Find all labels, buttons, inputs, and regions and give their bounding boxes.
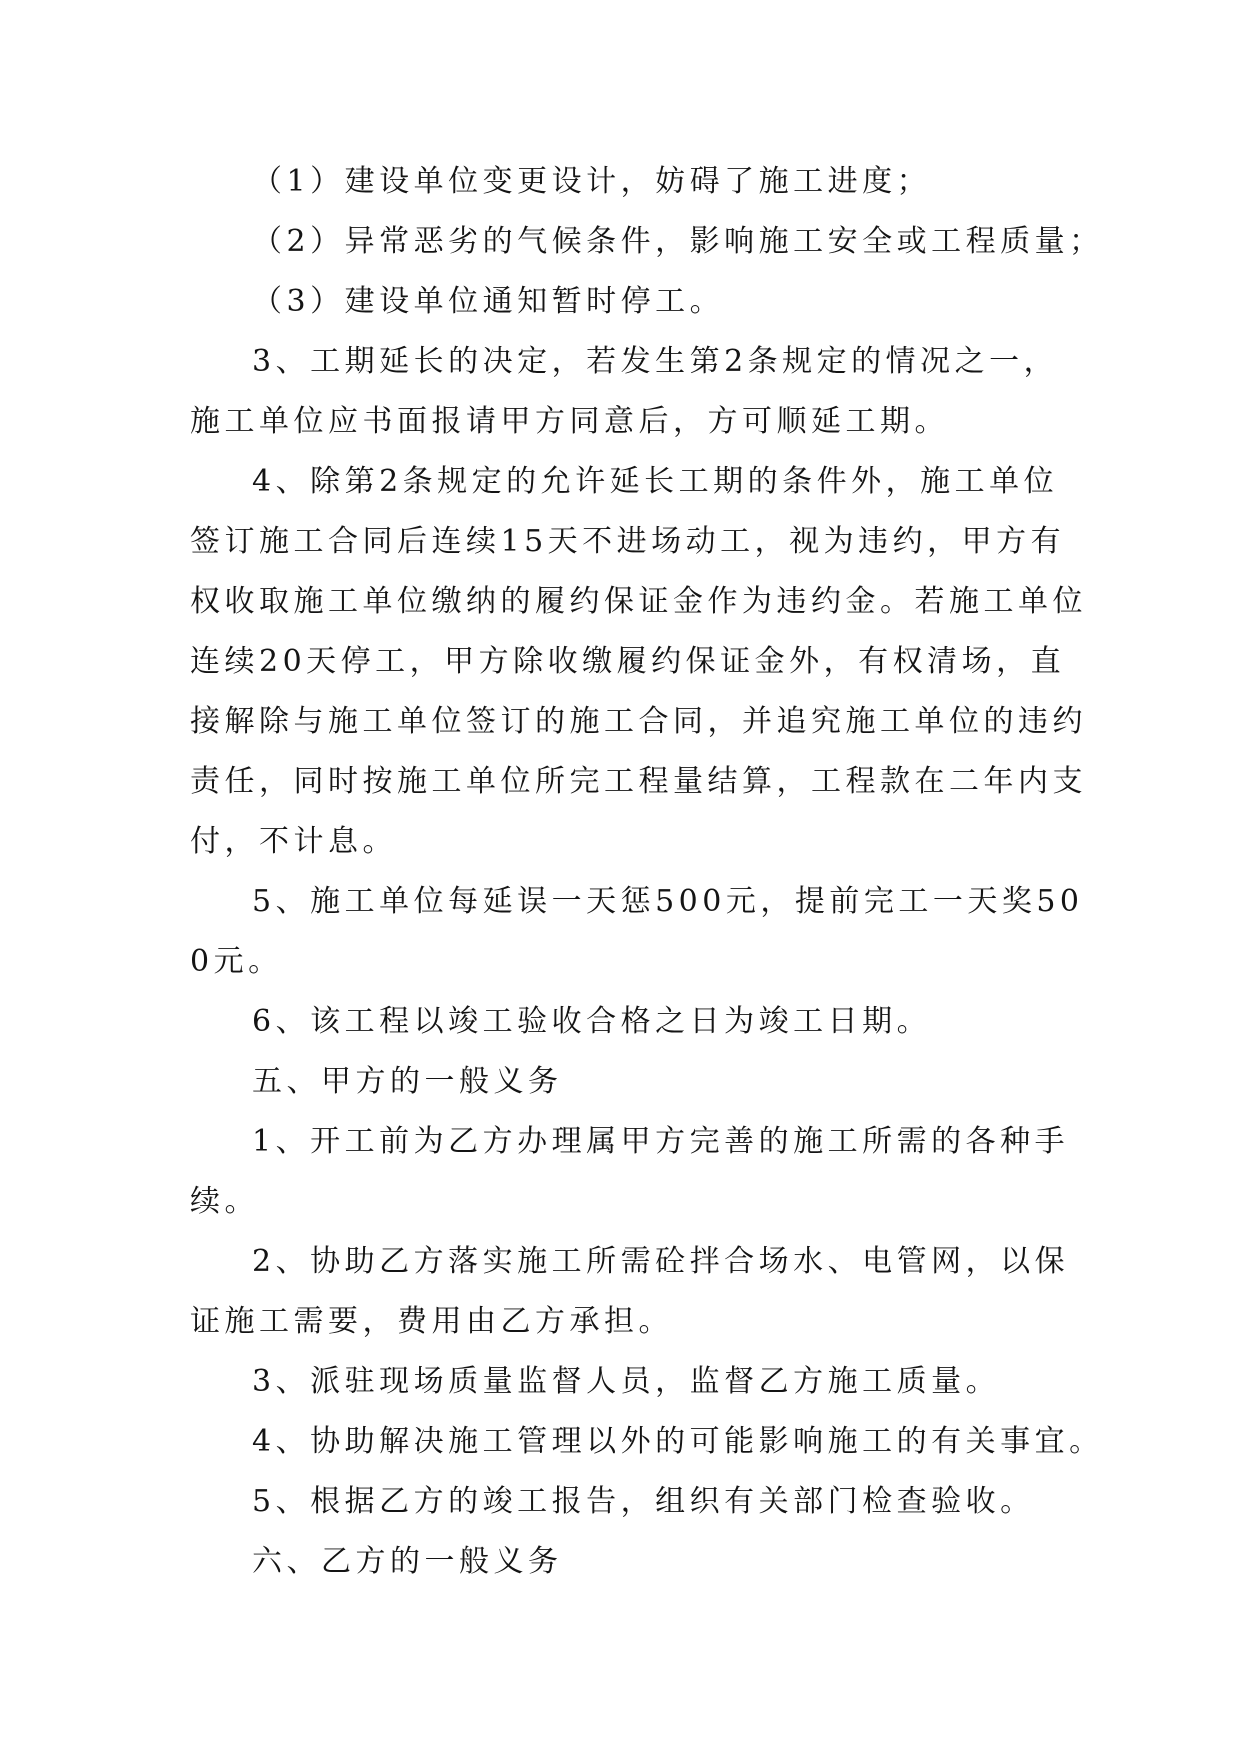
section-heading-party-a: 五、甲方的一般义务: [252, 1064, 563, 1099]
paragraph-clause-1: （1）建设单位变更设计，妨碍了施工进度；: [252, 164, 932, 199]
paragraph-extension-decision: 3、工期延长的决定，若发生第2条规定的情况之一，施工单位应书面报请甲方同意后，方可顺延工期。: [190, 344, 1059, 439]
document-body: [190, 152, 1104, 1592]
paragraph-party-a-duty-1: 1、开工前为乙方办理属甲方完善的施工所需的各种手续。: [190, 1124, 1070, 1219]
paragraph-party-a-duty-5: 5、根据乙方的竣工报告，组织有关部门检查验收。: [252, 1484, 1035, 1519]
paragraph-breach-terms: 4、除第2条规定的允许延长工期的条件外，施工单位签订施工合同后连续15天不进场动工，视为违约，甲方有权收取施工单位缴纳的履约保证金作为违约金。若施工单位连续20天停工，甲方除收缴履约保证金外，有权清场，直接解除与施工单位签订的施工合同，并追究施工单位的违约责任，同时按施工单位所完工程量结算，工程款在二年内支付，不计息。: [190, 464, 1087, 859]
section-heading-party-b: 六、乙方的一般义务: [252, 1544, 563, 1579]
paragraph-party-a-duty-2: 2、协助乙方落实施工所需砼拌合场水、电管网，以保证施工需要，费用由乙方承担。: [190, 1244, 1070, 1339]
paragraph-clause-3: （3）建设单位通知暂时停工。: [252, 284, 725, 319]
paragraph-party-a-duty-3: 3、派驻现场质量监督人员，监督乙方施工质量。: [252, 1364, 1001, 1399]
paragraph-penalty-reward: 5、施工单位每延误一天惩500元，提前完工一天奖500元。: [190, 884, 1084, 979]
paragraph-completion-date: 6、该工程以竣工验收合格之日为竣工日期。: [252, 1004, 932, 1039]
paragraph-clause-2: （2）异常恶劣的气候条件，影响施工安全或工程质量；: [252, 224, 1104, 259]
paragraph-party-a-duty-4: 4、协助解决施工管理以外的可能影响施工的有关事宜。: [252, 1424, 1104, 1459]
